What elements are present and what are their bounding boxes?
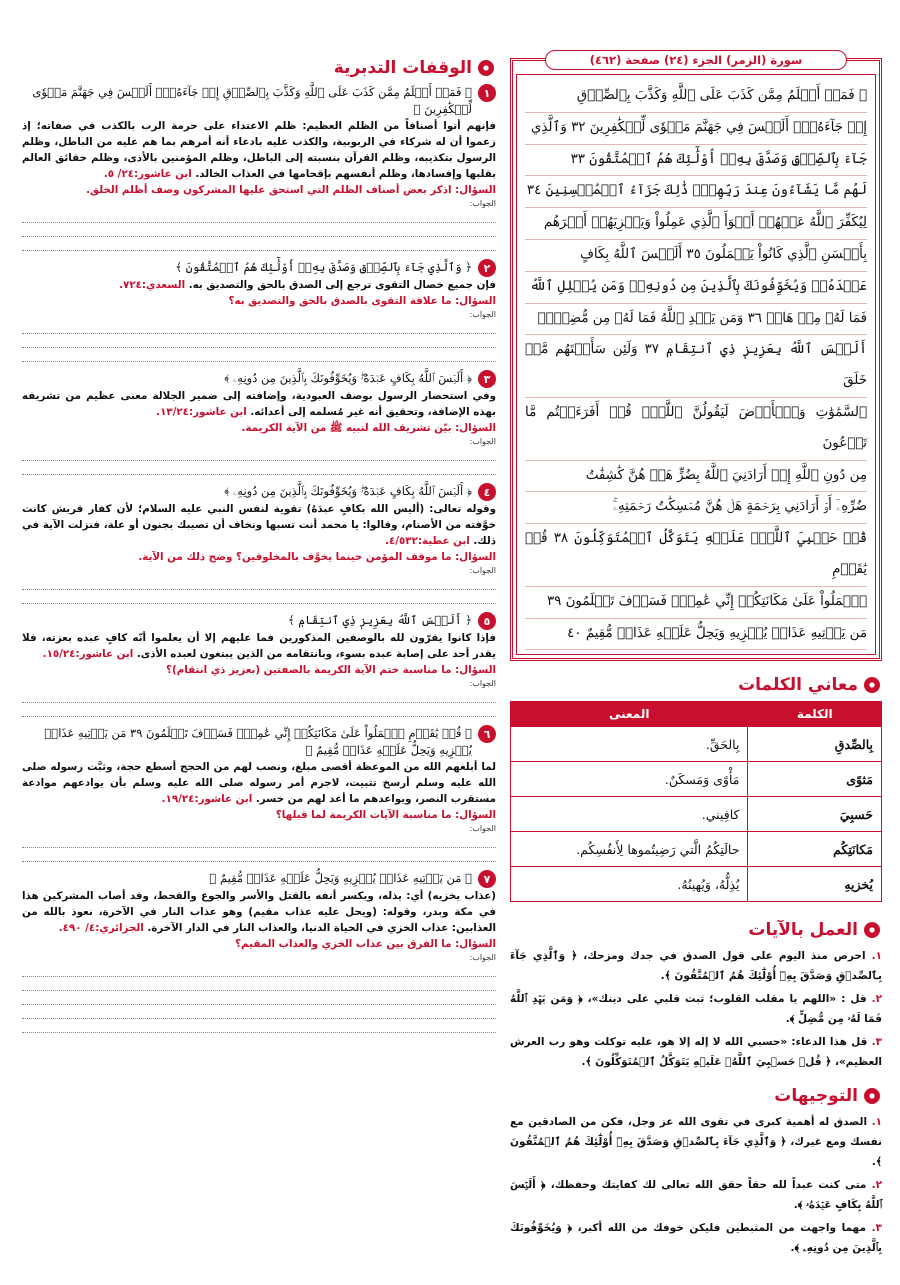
answer-label: الجواب:	[469, 199, 496, 208]
answer-label: الجواب:	[469, 679, 496, 688]
item-question: السؤال: ما مناسبة ختم الآية الكريمة بالصفتين (بعزيز ذي انتقام)؟	[166, 664, 496, 676]
answer-line[interactable]	[22, 334, 496, 348]
answer-label: الجواب:	[469, 310, 496, 319]
tadabbur-title: الوقفات التدبرية	[22, 58, 496, 78]
item-question: السؤال: ما الفرق بين عذاب الخزي والعذاب المقيم؟	[235, 938, 496, 950]
guidance-item-text: الصدق له أهمية كبرى في تقوى الله عز وجل، فكن من الصادقين مع نفسك ومع غيرك، ﴿ وَٱلَّذِي جَآءَ بِٱلصِّدۡقِ وَصَدَّقَ بِهِۦٓ أُوْلَٰٓئِكَ هُمُ ٱلۡمُتَّقُونَ ﴾.	[510, 1116, 882, 1169]
item-body-text: وقوله تعالى: (أليس الله بكافٍ عبدَهُ) تقوية لنفس النبي عليه السلام؛ لأن كفار قريش كانت خوَّفته من الأصنام، وقالوا: يا محمد أنت تسبها ونخاف أن تصيبك بجنون أو علة، فنزلت الآية في ذلك.	[22, 503, 496, 547]
item-source: السعدي:٧٢٤.	[119, 279, 186, 291]
guidance-item	[510, 1175, 882, 1215]
quran-line: إِذۡ جَآءَهُۥٓۚ أَلَيۡسَ فِي جَهَنَّمَ مَثۡوٗى لِّلۡكَٰفِرِينَ ٣٢ وَٱلَّذِي	[525, 113, 867, 145]
answer-line[interactable]	[22, 689, 496, 703]
meaning-word: مَكانَتِكُم	[748, 832, 882, 867]
work-item	[510, 1032, 882, 1072]
quran-line: أَلَيۡسَ ٱللَّهُ بِعَزِيزٖ ذِي ٱنتِقَامٖ ٣٧ وَلَئِن سَأَلۡتَهُم مَّنۡ خَلَقَ	[525, 335, 867, 398]
answer-label: الجواب:	[469, 953, 496, 962]
meaning-row	[511, 867, 882, 902]
meaning-text: كافِيني.	[511, 797, 748, 832]
item-verse: ﴿ فَمَنۡ أَظۡلَمُ مِمَّن كَذَبَ عَلَى ٱللَّهِ وَكَذَّبَ بِٱلصِّدۡقِ إِذۡ جَآءَهُۥٓۚ أَلَيۡسَ فِي جَهَنَّمَ مَثۡوٗى لِّلۡكَٰفِرِينَ ﴾	[32, 85, 472, 116]
answer-line[interactable]	[22, 991, 496, 1005]
item-source: ابن عاشور:٢٤/ ٥.	[103, 168, 192, 180]
flower-icon	[864, 677, 880, 693]
item-source: الجزائري:٤/ ٤٩٠.	[58, 922, 144, 934]
item-verse: ﴿ أَلَيۡسَ ٱللَّهُ بِعَزِيزٖ ذِي ٱنتِقَامٖ ﴾	[288, 613, 472, 627]
quran-line: مَن يَأۡتِيهِ عَذَابٞ يُخۡزِيهِ وَيَحِلُّ عَلَيۡهِ عَذَابٞ مُّقِيمٌ ٤٠	[525, 619, 867, 651]
quran-text	[516, 74, 876, 655]
col-word-header: الكلمة	[748, 702, 882, 727]
item-question: السؤال: ما موقف المؤمن حينما يخوَّف بالمخلوقين؟ وضح ذلك من الآية.	[138, 551, 496, 563]
item-number: ٧	[478, 870, 496, 888]
work-title: العمل بالآيات	[510, 920, 882, 940]
quran-line: فَمَا لَهُۥ مِنۡ هَادٖ ٣٦ وَمَن يَهۡدِ ٱللَّهُ فَمَا لَهُۥ مِن مُّضِلٍّۗ	[525, 304, 867, 336]
meaning-text: يُذِلُّهُ، وَيُهينُهُ.	[511, 867, 748, 902]
answer-line[interactable]	[22, 590, 496, 604]
right-column	[510, 53, 883, 1261]
work-item	[510, 989, 882, 1029]
answer-line[interactable]	[22, 1005, 496, 1019]
tadabbur-item-head	[22, 483, 496, 501]
guidance-item-number: ٣.	[871, 1222, 882, 1235]
item-body	[22, 277, 496, 293]
guidance-item	[510, 1112, 882, 1172]
quran-line: جَآءَ بِٱلصِّدۡقِ وَصَدَّقَ بِهِۦٓ أُوْلَٰٓئِكَ هُمُ ٱلۡمُتَّقُونَ ٣٣	[525, 145, 867, 177]
answer-line[interactable]	[22, 576, 496, 590]
item-question: السؤال: ما مناسبة الآيات الكريمة لما قبلها؟	[275, 809, 496, 821]
work-item-number: ٣.	[871, 1036, 883, 1049]
guidance-item	[510, 1218, 882, 1258]
quran-line: لِيُكَفِّرَ ٱللَّهُ عَنۡهُمۡ أَسۡوَأَ ٱلَّذِي عَمِلُواْ وَيَجۡزِيَهُمۡ أَجۡرَهُم	[525, 208, 867, 240]
guidance-item-text: متى كنت عبداً لله حقاً حقق الله تعالى لك كفايتك وحفظك، ﴿ أَلَيۡسَ ٱللَّهُ بِكَافٍ عَبۡدَهُۥ ﴾.	[510, 1179, 882, 1212]
answer-label: الجواب:	[469, 824, 496, 833]
item-body	[22, 630, 496, 662]
tadabbur-list	[22, 84, 496, 1033]
item-source: ابن عاشور:١٣/٢٤.	[156, 406, 247, 418]
meaning-row	[511, 797, 882, 832]
meaning-row	[511, 832, 882, 867]
answer-line[interactable]	[22, 703, 496, 717]
item-body-text: (عذاب يخزيه) أي: يذله، ويكسر أنفه بالقتل والأسر والجوع والقحط، وقد أصاب المشركين هذا في مكة وبدر، وقوله: (ويحل عليه عذاب مقيم) وهو عذاب النار في الآخرة، نعوذ بالله من العذابين: عذاب الخزي في الحياة الدنيا، والعذاب النار في الدار الآخرة.	[22, 890, 496, 934]
item-number: ٢	[478, 259, 496, 277]
work-item-text: قل : «اللهم يا مقلب القلوب؛ ثبت قلبي على دينك»، ﴿ وَمَن يَهۡدِ ٱللَّهُ فَمَا لَهُۥ مِن مُّضِلٍّ ﴾.	[510, 993, 882, 1026]
work-item	[510, 946, 882, 986]
answer-line[interactable]	[22, 447, 496, 461]
tadabbur-item-head	[22, 84, 496, 118]
work-item-text: قل هذا الدعاء: «حسبي الله لا إله إلا هو، عليه توكلت وهو رب العرش العظيم»، ﴿ قُلۡ حَسۡبِيَ ٱللَّهُۖ عَلَيۡهِ يَتَوَكَّلُ ٱلۡمُتَوَكِّلُونَ ﴾.	[510, 1036, 882, 1069]
item-number: ١	[478, 84, 496, 102]
answer-line[interactable]	[22, 461, 496, 475]
quran-line: ٱعۡمَلُواْ عَلَىٰ مَكَانَتِكُمۡ إِنِّي عَٰمِلٞۖ فَسَوۡفَ تَعۡلَمُونَ ٣٩	[525, 587, 867, 619]
quran-line: لَهُم مَّا يَشَآءُونَ عِندَ رَبِّهِمۡۚ ذَٰلِكَ جَزَآءُ ٱلۡمُحۡسِنِينَ ٣٤	[525, 176, 867, 208]
answer-line[interactable]	[22, 223, 496, 237]
answer-label: الجواب:	[469, 566, 496, 575]
item-question: السؤال: بيّن تشريف الله لنبيه ﷺ من الآية الكريمة.	[241, 422, 496, 434]
item-question: السؤال: اذكر بعض أصناف الظلم التي استحق عليها المشركون وصف أظلم الخلق.	[86, 184, 496, 196]
tadabbur-item	[22, 483, 496, 604]
meaning-word: بِالصِّدقِ	[748, 727, 882, 762]
guidance-item-number: ١.	[871, 1116, 882, 1129]
work-item-number: ٢.	[871, 993, 882, 1006]
flower-icon	[478, 60, 494, 76]
tadabbur-item	[22, 259, 496, 362]
item-body	[22, 388, 496, 420]
answer-line[interactable]	[22, 1019, 496, 1033]
item-body	[22, 759, 496, 807]
meanings-title: معاني الكلمات	[510, 675, 882, 695]
meanings-table	[510, 701, 882, 902]
work-item-text: احرص منذ اليوم على قول الصدق في جدك ومزحك، ﴿ وَٱلَّذِي جَآءَ بِٱلصِّدۡقِ وَصَدَّقَ بِهِۦٓ أُوْلَٰٓئِكَ هُمُ ٱلۡمُتَّقُونَ ﴾.	[510, 950, 882, 983]
flower-icon	[864, 922, 880, 938]
quran-line: ضُرِّهِۦٓ أَوۡ أَرَادَنِي بِرَحۡمَةٍ هَلۡ هُنَّ مُمۡسِكَٰتُ رَحۡمَتِهِۦۚ	[525, 492, 867, 524]
item-body-text: فإذا كانوا يقرّون لله بالوصفين المذكورين فما عليهم إلا أن يعلموا أنّه كافٍ عبده بعزته، فلا يقدر أحد على إصابة عبده بسوء، وبانتقامه من الذين يبتغون لعبده الأذى.	[22, 632, 496, 660]
tadabbur-item	[22, 612, 496, 717]
item-source: ابن عطية:٤/٥٣٢.	[385, 535, 470, 547]
tadabbur-item	[22, 370, 496, 475]
answer-line[interactable]	[22, 834, 496, 848]
quran-line: ٱلسَّمَٰوَٰتِ وَٱلۡأَرۡضَ لَيَقُولُنَّ ٱللَّهُۚ قُلۡ أَفَرَءَيۡتُم مَّا تَدۡعُونَ	[525, 398, 867, 461]
quran-line: ۞ فَمَنۡ أَظۡلَمُ مِمَّن كَذَبَ عَلَى ٱللَّهِ وَكَذَّبَ بِٱلصِّدۡقِ	[525, 81, 867, 113]
answer-line[interactable]	[22, 237, 496, 251]
item-number: ٥	[478, 612, 496, 630]
item-body-text: لما أبلغهم الله من الموعظة أقصى مبلغ، ونصب لهم من الحجج أسطع حجة، وثبَّت رسوله صلى الله عليه وسلم أرسخ تثبيت، لاجرم أمر رسوله صلى الله عليه وسلم بأن يوادعهم موادعة مستقرب النصر، ويواعدهم ما أعد لهم من خسر.	[22, 761, 496, 805]
item-source: ابن عاشور:١٩/٢٤.	[161, 793, 253, 805]
tadabbur-item-head	[22, 259, 496, 277]
meaning-text: مَأْوًى وَمَسكَنٌ.	[511, 762, 748, 797]
tadabbur-section	[22, 58, 496, 1041]
quran-line: بِأَحۡسَنِ ٱلَّذِي كَانُواْ يَعۡمَلُونَ ٣٥ أَلَيۡسَ ٱللَّهُ بِكَافٍ	[525, 240, 867, 272]
guidance-list	[510, 1112, 882, 1258]
meaning-text: بِالحَقِّ.	[511, 727, 748, 762]
item-number: ٣	[478, 370, 496, 388]
tadabbur-item-head	[22, 870, 496, 888]
item-body-text: فإنهم أتوا أصنافاً من الظلم العظيم: ظلم الاعتداء على حرمة الرب بالكذب في صفاته؛ إذ زعموا أن له شركاء في الربوبية، والكذب عليه بادعاء أنه أمرهم بما هم عليه من الباطل، وظلم الرسول بتكذيبه، وظلم القرآن بنسبته إلى الباطل، وظلم المؤمنين بالأذى، وظلم حقائق العالم بقلبها وإفسادها، وظلم أنفسهم بإقحامها في العذاب الخالد.	[22, 120, 496, 180]
quran-line: عَبۡدَهُۥۖ وَيُخَوِّفُونَكَ بِٱلَّذِينَ مِن دُونِهِۦۚ وَمَن يُضۡلِلِ ٱللَّهُ	[525, 272, 867, 304]
meaning-row	[511, 727, 882, 762]
col-meaning-header: المعنى	[511, 702, 748, 727]
item-body	[22, 501, 496, 549]
guidance-item-number: ٢.	[871, 1179, 883, 1192]
item-body-text: فإن جميع خصال التقوى ترجع إلى الصدق بالحق والتصديق به.	[188, 279, 496, 291]
item-number: ٦	[478, 725, 496, 743]
meaning-row	[511, 762, 882, 797]
work-list	[510, 946, 882, 1072]
work-item-number: ١.	[871, 950, 882, 963]
item-body	[22, 888, 496, 936]
tadabbur-item	[22, 870, 496, 1033]
guidance-item-text: مهما واجهت من المثبطين فليكن خوفك من الله أكبر، ﴿ وَيُخَوِّفُونَكَ بِٱلَّذِينَ مِن دُونِهِۦ ﴾.	[510, 1222, 882, 1255]
item-verse: ﴿ أَلَيۡسَ ٱللَّهُ بِكَافٍ عَبۡدَهُۥۖ وَيُخَوِّفُونَكَ بِٱلَّذِينَ مِن دُونِهِۦ ﴾	[224, 484, 472, 498]
answer-label: الجواب:	[469, 437, 496, 446]
item-verse: ﴿ وَٱلَّذِي جَآءَ بِٱلصِّدۡقِ وَصَدَّقَ بِهِۦٓ أُوْلَٰٓئِكَ هُمُ ٱلۡمُتَّقُونَ ﴾	[175, 260, 472, 274]
item-verse: ﴿ أَلَيۡسَ ٱللَّهُ بِكَافٍ عَبۡدَهُۥۖ وَيُخَوِّفُونَكَ بِٱلَّذِينَ مِن دُونِهِۦ ﴾	[224, 371, 472, 385]
answer-line[interactable]	[22, 209, 496, 223]
answer-line[interactable]	[22, 348, 496, 362]
meaning-word: مَثوًى	[748, 762, 882, 797]
meaning-word: يُخزيهِ	[748, 867, 882, 902]
item-source: ابن عاشور:١٥/٢٤.	[42, 648, 134, 660]
answer-line[interactable]	[22, 963, 496, 977]
answer-line[interactable]	[22, 848, 496, 862]
item-number: ٤	[478, 483, 496, 501]
tadabbur-item	[22, 84, 496, 251]
answer-line[interactable]	[22, 977, 496, 991]
meaning-word: حَسبِيَ	[748, 797, 882, 832]
quran-line: قُلۡ حَسۡبِيَ ٱللَّهُۖ عَلَيۡهِ يَتَوَكَّلُ ٱلۡمُتَوَكِّلُونَ ٣٨ قُلۡ يَٰقَوۡمِ	[525, 524, 867, 587]
tadabbur-item-head	[22, 370, 496, 388]
meaning-text: حالَتِكُمُ الَّتي رَضِيتُموها لِأَنفُسِكُم.	[511, 832, 748, 867]
item-verse: ﴿ مَن يَأۡتِيهِ عَذَابٞ يُخۡزِيهِ وَيَحِلُّ عَلَيۡهِ عَذَابٞ مُّقِيمٌ ﴾	[209, 871, 472, 885]
tadabbur-item-head	[22, 725, 496, 759]
item-verse: ﴿ قُلۡ يَٰقَوۡمِ ٱعۡمَلُواْ عَلَىٰ مَكَانَتِكُمۡ إِنِّي عَٰمِلٞۖ فَسَوۡفَ تَعۡلَمُونَ ٣٩ مَن يَأۡتِيهِ عَذَابٞ يُخۡزِيهِ وَيَحِلُّ عَلَيۡهِ عَذَابٞ مُّقِيمٌ ﴾	[44, 726, 472, 757]
answer-line[interactable]	[22, 320, 496, 334]
item-body-text: وفي استحضار الرسول بوصف العبودية، وإضافته إلى ضمير الجلالة معنى عظيم من تشريفه بهذه الإضافة، وتحقيق أنه غير مُسلمه إلى أعدائه.	[22, 390, 496, 418]
tadabbur-item-head	[22, 612, 496, 630]
item-question: السؤال: ما علاقة التقوى بالصدق بالحق والتصديق به؟	[228, 295, 496, 307]
guidance-title: التوجيهات	[510, 1086, 882, 1106]
tadabbur-item	[22, 725, 496, 862]
flower-icon	[864, 1088, 880, 1104]
quran-line: مِن دُونِ ٱللَّهِ إِنۡ أَرَادَنِيَ ٱللَّهُ بِضُرٍّ هَلۡ هُنَّ كَٰشِفَٰتُ	[525, 461, 867, 493]
item-body	[22, 118, 496, 182]
quran-frame	[510, 53, 882, 661]
surah-header: سورة (الزمر) الجزء (٢٤) صفحة (٤٦٢)	[545, 50, 847, 70]
